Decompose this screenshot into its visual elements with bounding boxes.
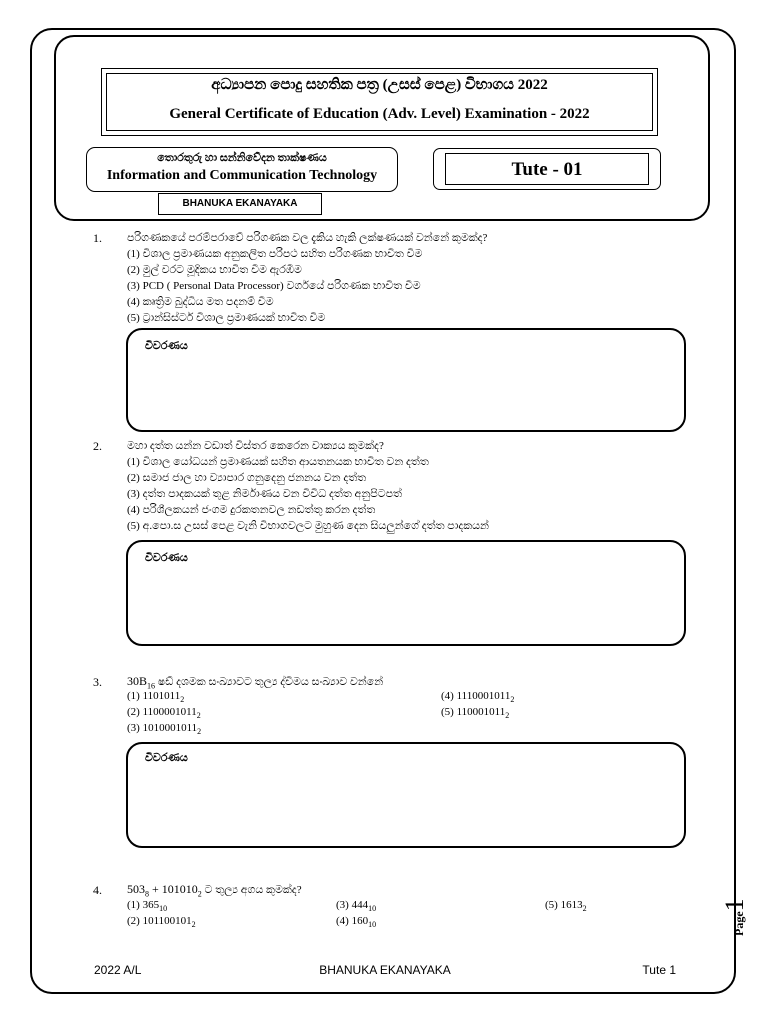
question-text: පරිගණකයේ පරම්පරාවේ පරිගණක වල දැකිය හැකි ලක්ෂණයක් වන්නේ කුමක්ද? [127,232,488,244]
question-number: 1. [93,231,102,245]
exam-title-sinhala: අධ්‍යාපන පොදු සහතික පත්‍ර (උසස් පෙළ) විභාගය 2022 [211,77,548,93]
option: (4) පරිශීලකයන් ජංගම දුරකතනවල නඩත්තු කරන දත්ත [127,504,376,516]
author-name: BHANUKA EKANAYAKA [158,193,322,215]
option: (2) $1100001011_2$ [127,706,201,721]
option: (5) $1613_2$ [545,899,587,914]
subject-title-english: Information and Communication Technology [106,168,378,183]
option: (3) දත්ත පාදකයක් තුළ නිර්මාණය වන විවිධ දත්ත අනුපිටපත් [127,488,402,500]
question-text: $503_8 + 101010_2$ ට තුල්‍ය අගය කුමක්ද? [127,882,302,899]
answer-box[interactable] [126,328,686,432]
question-text: මහා දත්ත යන්න වඩාත් විස්තර කෙරෙන වාක්‍යය කුමක්ද? [127,440,384,452]
option: (4) $1110001011_2$ [441,690,515,705]
option: (1) $365_{10}$ [127,899,168,914]
option: (1) විශාල යෝධයන් ප්‍රමාණයක් සහිත ආයතනයක භාවිත වන දත්ත [127,456,429,468]
option: (3) $1010001011_2$ [127,722,202,737]
footer-year: 2022 A/L [94,963,142,977]
footer-tute: Tute 1 [642,963,676,977]
question-number: 4. [93,883,102,897]
page-number-label: Page1 [720,898,749,936]
footer-author: BHANUKA EKANAYAKA [319,963,451,977]
option: (1) විශාල ප්‍රමාණයක අනුකලිත පරිපථ සහිත පරිගණක භාවිත වීම [127,248,423,260]
subject-title-sinhala: තොරතුරු හා සන්නිවේදන තාක්ෂණය [157,152,327,164]
answer-box[interactable] [126,742,686,848]
option: (1) $1101011_2$ [127,690,185,705]
question-text: $30B_{16}$ ෂඩ් දශමක සංඛ්‍යාවට තුල්‍ය ද්විමය සංඛ්‍යාව වන්නේ [127,674,384,691]
option: (3) PCD ( Personal Data Processor) වර්ගයේ පරිගණක භාවිත වීම [127,280,421,292]
answer-label: විවරණය [145,340,188,352]
option: (3) $444_{10}$ [336,899,377,914]
answer-box[interactable] [126,540,686,646]
question-number: 2. [93,439,102,453]
option: (2) සමාජ ජාල හා ව්‍යාපාර ගනුදෙනු ජනනය වන දත්ත [127,472,367,484]
answer-label: විවරණය [145,752,188,764]
option: (5) $110001011_2$ [441,706,510,721]
option: (2) $101100101_2$ [127,915,196,930]
option: (4) $160_{10}$ [336,915,377,930]
exam-title-english: General Certificate of Education (Adv. Level) Examination - 2022 [169,106,590,122]
question-number: 3. [93,675,102,689]
answer-label: විවරණය [145,552,188,564]
option: (2) මුල් වරට මූදිකය භාවිත වීම ඇරඹීම [127,264,302,276]
tute-number: Tute - 01 [445,153,649,185]
option: (5) ට්‍රාන්සිස්ටර් විශාල ප්‍රමාණයක් භාවිත වීම [127,312,326,324]
option: (5) අ.පො.ස උසස් පෙළ වැනි විභාගවලට මුහුණ දෙන සියලුන්ගේ දත්ත පාදකයන් [127,520,489,532]
option: (4) කෘත්‍රිම බුද්ධිය මත පදනම් වීම [127,296,274,308]
